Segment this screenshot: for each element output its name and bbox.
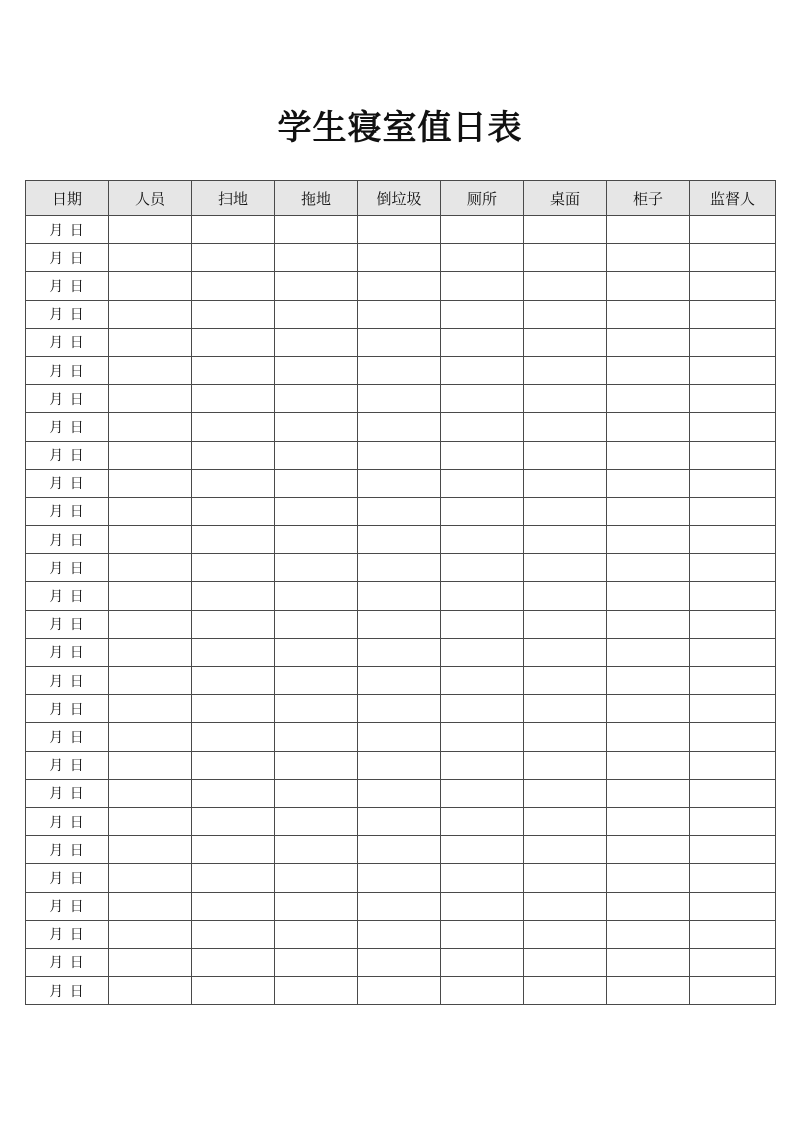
blank-cell[interactable] <box>358 864 441 892</box>
blank-cell[interactable] <box>192 892 275 920</box>
blank-cell[interactable] <box>607 751 690 779</box>
blank-cell[interactable] <box>441 610 524 638</box>
blank-cell[interactable] <box>441 892 524 920</box>
date-cell: 月 日 <box>26 526 109 554</box>
blank-cell[interactable] <box>192 300 275 328</box>
blank-cell[interactable] <box>109 751 192 779</box>
blank-cell[interactable] <box>109 216 192 244</box>
table-row <box>26 920 776 948</box>
table-row <box>26 610 776 638</box>
blank-cell[interactable] <box>607 807 690 835</box>
blank-cell[interactable] <box>109 864 192 892</box>
blank-cell[interactable] <box>441 807 524 835</box>
blank-cell[interactable] <box>109 920 192 948</box>
blank-cell[interactable] <box>275 723 358 751</box>
blank-cell[interactable] <box>275 948 358 976</box>
blank-cell[interactable] <box>441 582 524 610</box>
blank-cell[interactable] <box>192 695 275 723</box>
table-row <box>26 497 776 525</box>
blank-cell[interactable] <box>690 948 776 976</box>
blank-cell[interactable] <box>358 582 441 610</box>
blank-cell[interactable] <box>192 554 275 582</box>
date-cell: 月 日 <box>26 751 109 779</box>
blank-cell[interactable] <box>441 836 524 864</box>
blank-cell[interactable] <box>441 216 524 244</box>
blank-cell[interactable] <box>607 328 690 356</box>
blank-cell[interactable] <box>275 356 358 384</box>
table-row <box>26 667 776 695</box>
blank-cell[interactable] <box>524 328 607 356</box>
blank-cell[interactable] <box>524 864 607 892</box>
blank-cell[interactable] <box>109 948 192 976</box>
blank-cell[interactable] <box>275 328 358 356</box>
blank-cell[interactable] <box>690 216 776 244</box>
date-cell: 月 日 <box>26 977 109 1005</box>
blank-cell[interactable] <box>690 836 776 864</box>
blank-cell[interactable] <box>109 413 192 441</box>
blank-cell[interactable] <box>275 441 358 469</box>
blank-cell[interactable] <box>358 526 441 554</box>
date-cell: 月 日 <box>26 807 109 835</box>
date-cell: 月 日 <box>26 441 109 469</box>
table-row <box>26 441 776 469</box>
date-cell: 月 日 <box>26 723 109 751</box>
table-row <box>26 244 776 272</box>
table-row <box>26 948 776 976</box>
date-cell: 月 日 <box>26 385 109 413</box>
blank-cell[interactable] <box>607 216 690 244</box>
blank-cell[interactable] <box>358 328 441 356</box>
blank-cell[interactable] <box>275 300 358 328</box>
blank-cell[interactable] <box>358 807 441 835</box>
table-row <box>26 216 776 244</box>
blank-cell[interactable] <box>192 638 275 666</box>
blank-cell[interactable] <box>109 892 192 920</box>
blank-cell[interactable] <box>109 244 192 272</box>
blank-cell[interactable] <box>690 328 776 356</box>
blank-cell[interactable] <box>192 920 275 948</box>
blank-cell[interactable] <box>109 526 192 554</box>
table-row <box>26 977 776 1005</box>
blank-cell[interactable] <box>275 892 358 920</box>
blank-cell[interactable] <box>441 413 524 441</box>
blank-cell[interactable] <box>607 920 690 948</box>
date-cell: 月 日 <box>26 469 109 497</box>
blank-cell[interactable] <box>358 497 441 525</box>
blank-cell[interactable] <box>524 807 607 835</box>
blank-cell[interactable] <box>192 497 275 525</box>
blank-cell[interactable] <box>690 497 776 525</box>
blank-cell[interactable] <box>524 385 607 413</box>
blank-cell[interactable] <box>109 497 192 525</box>
header-sweep: 扫地 <box>192 181 275 216</box>
blank-cell[interactable] <box>441 244 524 272</box>
blank-cell[interactable] <box>109 779 192 807</box>
table-row <box>26 582 776 610</box>
blank-cell[interactable] <box>192 610 275 638</box>
blank-cell[interactable] <box>607 469 690 497</box>
blank-cell[interactable] <box>690 723 776 751</box>
blank-cell[interactable] <box>524 497 607 525</box>
blank-cell[interactable] <box>275 244 358 272</box>
blank-cell[interactable] <box>358 723 441 751</box>
blank-cell[interactable] <box>524 667 607 695</box>
blank-cell[interactable] <box>358 695 441 723</box>
blank-cell[interactable] <box>192 356 275 384</box>
blank-cell[interactable] <box>358 977 441 1005</box>
blank-cell[interactable] <box>607 356 690 384</box>
blank-cell[interactable] <box>607 864 690 892</box>
table-row <box>26 356 776 384</box>
blank-cell[interactable] <box>192 441 275 469</box>
blank-cell[interactable] <box>690 751 776 779</box>
blank-cell[interactable] <box>358 216 441 244</box>
blank-cell[interactable] <box>358 836 441 864</box>
blank-cell[interactable] <box>192 328 275 356</box>
table-row <box>26 807 776 835</box>
table-row <box>26 836 776 864</box>
date-cell: 月 日 <box>26 300 109 328</box>
blank-cell[interactable] <box>192 244 275 272</box>
blank-cell[interactable] <box>109 469 192 497</box>
blank-cell[interactable] <box>690 610 776 638</box>
blank-cell[interactable] <box>192 272 275 300</box>
blank-cell[interactable] <box>109 610 192 638</box>
blank-cell[interactable] <box>690 554 776 582</box>
blank-cell[interactable] <box>109 385 192 413</box>
blank-cell[interactable] <box>441 723 524 751</box>
blank-cell[interactable] <box>607 244 690 272</box>
blank-cell[interactable] <box>441 920 524 948</box>
blank-cell[interactable] <box>275 469 358 497</box>
blank-cell[interactable] <box>690 695 776 723</box>
blank-cell[interactable] <box>607 892 690 920</box>
header-mop: 拖地 <box>275 181 358 216</box>
blank-cell[interactable] <box>275 582 358 610</box>
blank-cell[interactable] <box>607 695 690 723</box>
date-cell: 月 日 <box>26 497 109 525</box>
blank-cell[interactable] <box>524 526 607 554</box>
blank-cell[interactable] <box>690 385 776 413</box>
blank-cell[interactable] <box>690 526 776 554</box>
blank-cell[interactable] <box>109 977 192 1005</box>
blank-cell[interactable] <box>607 667 690 695</box>
blank-cell[interactable] <box>441 667 524 695</box>
date-cell: 月 日 <box>26 356 109 384</box>
table-body <box>26 216 776 1005</box>
blank-cell[interactable] <box>192 836 275 864</box>
blank-cell[interactable] <box>524 469 607 497</box>
date-cell: 月 日 <box>26 695 109 723</box>
blank-cell[interactable] <box>358 638 441 666</box>
blank-cell[interactable] <box>275 977 358 1005</box>
date-cell: 月 日 <box>26 864 109 892</box>
table-row <box>26 300 776 328</box>
blank-cell[interactable] <box>690 892 776 920</box>
blank-cell[interactable] <box>275 779 358 807</box>
blank-cell[interactable] <box>275 807 358 835</box>
blank-cell[interactable] <box>275 695 358 723</box>
blank-cell[interactable] <box>690 272 776 300</box>
table-row <box>26 328 776 356</box>
blank-cell[interactable] <box>192 864 275 892</box>
table-header-row <box>26 181 776 216</box>
blank-cell[interactable] <box>192 582 275 610</box>
blank-cell[interactable] <box>275 385 358 413</box>
header-date: 日期 <box>26 181 109 216</box>
blank-cell[interactable] <box>441 469 524 497</box>
blank-cell[interactable] <box>441 864 524 892</box>
table-row <box>26 779 776 807</box>
blank-cell[interactable] <box>109 356 192 384</box>
blank-cell[interactable] <box>524 610 607 638</box>
blank-cell[interactable] <box>690 469 776 497</box>
blank-cell[interactable] <box>524 216 607 244</box>
blank-cell[interactable] <box>358 667 441 695</box>
blank-cell[interactable] <box>441 497 524 525</box>
blank-cell[interactable] <box>441 948 524 976</box>
date-cell: 月 日 <box>26 244 109 272</box>
blank-cell[interactable] <box>690 582 776 610</box>
blank-cell[interactable] <box>109 836 192 864</box>
blank-cell[interactable] <box>358 779 441 807</box>
header-person: 人员 <box>109 181 192 216</box>
blank-cell[interactable] <box>524 751 607 779</box>
blank-cell[interactable] <box>690 977 776 1005</box>
blank-cell[interactable] <box>275 920 358 948</box>
blank-cell[interactable] <box>524 695 607 723</box>
blank-cell[interactable] <box>524 948 607 976</box>
blank-cell[interactable] <box>275 836 358 864</box>
date-cell: 月 日 <box>26 779 109 807</box>
blank-cell[interactable] <box>441 356 524 384</box>
blank-cell[interactable] <box>109 272 192 300</box>
blank-cell[interactable] <box>607 948 690 976</box>
blank-cell[interactable] <box>607 441 690 469</box>
blank-cell[interactable] <box>275 526 358 554</box>
blank-cell[interactable] <box>192 977 275 1005</box>
blank-cell[interactable] <box>358 554 441 582</box>
header-desk: 桌面 <box>524 181 607 216</box>
date-cell: 月 日 <box>26 610 109 638</box>
blank-cell[interactable] <box>441 638 524 666</box>
blank-cell[interactable] <box>690 638 776 666</box>
blank-cell[interactable] <box>607 638 690 666</box>
blank-cell[interactable] <box>109 582 192 610</box>
blank-cell[interactable] <box>441 441 524 469</box>
date-cell: 月 日 <box>26 328 109 356</box>
blank-cell[interactable] <box>607 582 690 610</box>
header-supervisor: 监督人 <box>690 181 776 216</box>
blank-cell[interactable] <box>192 526 275 554</box>
blank-cell[interactable] <box>690 807 776 835</box>
blank-cell[interactable] <box>441 695 524 723</box>
blank-cell[interactable] <box>192 385 275 413</box>
blank-cell[interactable] <box>441 779 524 807</box>
table-row <box>26 638 776 666</box>
header-toilet: 厕所 <box>441 181 524 216</box>
blank-cell[interactable] <box>192 413 275 441</box>
blank-cell[interactable] <box>275 497 358 525</box>
blank-cell[interactable] <box>441 526 524 554</box>
blank-cell[interactable] <box>524 413 607 441</box>
blank-cell[interactable] <box>690 920 776 948</box>
blank-cell[interactable] <box>441 977 524 1005</box>
blank-cell[interactable] <box>275 413 358 441</box>
blank-cell[interactable] <box>607 385 690 413</box>
blank-cell[interactable] <box>192 779 275 807</box>
blank-cell[interactable] <box>524 272 607 300</box>
blank-cell[interactable] <box>358 244 441 272</box>
blank-cell[interactable] <box>524 977 607 1005</box>
blank-cell[interactable] <box>607 977 690 1005</box>
blank-cell[interactable] <box>524 723 607 751</box>
blank-cell[interactable] <box>441 272 524 300</box>
blank-cell[interactable] <box>690 441 776 469</box>
table-row <box>26 469 776 497</box>
blank-cell[interactable] <box>109 554 192 582</box>
blank-cell[interactable] <box>441 385 524 413</box>
table-row <box>26 695 776 723</box>
blank-cell[interactable] <box>275 864 358 892</box>
blank-cell[interactable] <box>524 779 607 807</box>
blank-cell[interactable] <box>358 948 441 976</box>
blank-cell[interactable] <box>524 836 607 864</box>
blank-cell[interactable] <box>524 244 607 272</box>
blank-cell[interactable] <box>524 638 607 666</box>
date-cell: 月 日 <box>26 892 109 920</box>
blank-cell[interactable] <box>607 413 690 441</box>
blank-cell[interactable] <box>607 836 690 864</box>
date-cell: 月 日 <box>26 582 109 610</box>
blank-cell[interactable] <box>109 441 192 469</box>
blank-cell[interactable] <box>358 920 441 948</box>
blank-cell[interactable] <box>607 272 690 300</box>
date-cell: 月 日 <box>26 667 109 695</box>
blank-cell[interactable] <box>524 920 607 948</box>
blank-cell[interactable] <box>109 807 192 835</box>
blank-cell[interactable] <box>607 723 690 751</box>
blank-cell[interactable] <box>690 779 776 807</box>
blank-cell[interactable] <box>358 272 441 300</box>
blank-cell[interactable] <box>358 892 441 920</box>
blank-cell[interactable] <box>607 526 690 554</box>
date-cell: 月 日 <box>26 920 109 948</box>
date-cell: 月 日 <box>26 836 109 864</box>
blank-cell[interactable] <box>441 328 524 356</box>
blank-cell[interactable] <box>524 582 607 610</box>
blank-cell[interactable] <box>275 667 358 695</box>
blank-cell[interactable] <box>275 554 358 582</box>
date-cell: 月 日 <box>26 272 109 300</box>
blank-cell[interactable] <box>524 356 607 384</box>
table-row <box>26 723 776 751</box>
blank-cell[interactable] <box>690 667 776 695</box>
date-cell: 月 日 <box>26 216 109 244</box>
blank-cell[interactable] <box>109 723 192 751</box>
table-row <box>26 892 776 920</box>
blank-cell[interactable] <box>524 300 607 328</box>
table-row <box>26 751 776 779</box>
blank-cell[interactable] <box>607 497 690 525</box>
duty-roster-table <box>25 180 776 1005</box>
blank-cell[interactable] <box>192 751 275 779</box>
blank-cell[interactable] <box>192 807 275 835</box>
blank-cell[interactable] <box>275 216 358 244</box>
blank-cell[interactable] <box>607 554 690 582</box>
table-row <box>26 554 776 582</box>
blank-cell[interactable] <box>192 948 275 976</box>
blank-cell[interactable] <box>275 751 358 779</box>
blank-cell[interactable] <box>441 751 524 779</box>
blank-cell[interactable] <box>358 385 441 413</box>
blank-cell[interactable] <box>358 610 441 638</box>
blank-cell[interactable] <box>109 695 192 723</box>
blank-cell[interactable] <box>358 441 441 469</box>
blank-cell[interactable] <box>690 244 776 272</box>
table-row <box>26 385 776 413</box>
blank-cell[interactable] <box>358 356 441 384</box>
blank-cell[interactable] <box>358 469 441 497</box>
date-cell: 月 日 <box>26 638 109 666</box>
table-row <box>26 526 776 554</box>
blank-cell[interactable] <box>441 554 524 582</box>
blank-cell[interactable] <box>690 300 776 328</box>
blank-cell[interactable] <box>441 300 524 328</box>
blank-cell[interactable] <box>275 272 358 300</box>
header-trash: 倒垃圾 <box>358 181 441 216</box>
date-cell: 月 日 <box>26 948 109 976</box>
blank-cell[interactable] <box>524 892 607 920</box>
blank-cell[interactable] <box>275 610 358 638</box>
table-row <box>26 272 776 300</box>
blank-cell[interactable] <box>607 300 690 328</box>
table-row <box>26 413 776 441</box>
blank-cell[interactable] <box>109 328 192 356</box>
blank-cell[interactable] <box>109 300 192 328</box>
blank-cell[interactable] <box>358 300 441 328</box>
blank-cell[interactable] <box>524 554 607 582</box>
blank-cell[interactable] <box>607 610 690 638</box>
blank-cell[interactable] <box>109 667 192 695</box>
table-row <box>26 864 776 892</box>
blank-cell[interactable] <box>192 469 275 497</box>
blank-cell[interactable] <box>275 638 358 666</box>
blank-cell[interactable] <box>524 441 607 469</box>
blank-cell[interactable] <box>192 216 275 244</box>
blank-cell[interactable] <box>358 413 441 441</box>
blank-cell[interactable] <box>358 751 441 779</box>
blank-cell[interactable] <box>690 356 776 384</box>
page-title: 学生寝室值日表 <box>277 108 523 148</box>
date-cell: 月 日 <box>26 413 109 441</box>
blank-cell[interactable] <box>607 779 690 807</box>
blank-cell[interactable] <box>192 667 275 695</box>
blank-cell[interactable] <box>192 723 275 751</box>
blank-cell[interactable] <box>690 864 776 892</box>
blank-cell[interactable] <box>690 413 776 441</box>
header-cabinet: 柜子 <box>607 181 690 216</box>
blank-cell[interactable] <box>109 638 192 666</box>
date-cell: 月 日 <box>26 554 109 582</box>
